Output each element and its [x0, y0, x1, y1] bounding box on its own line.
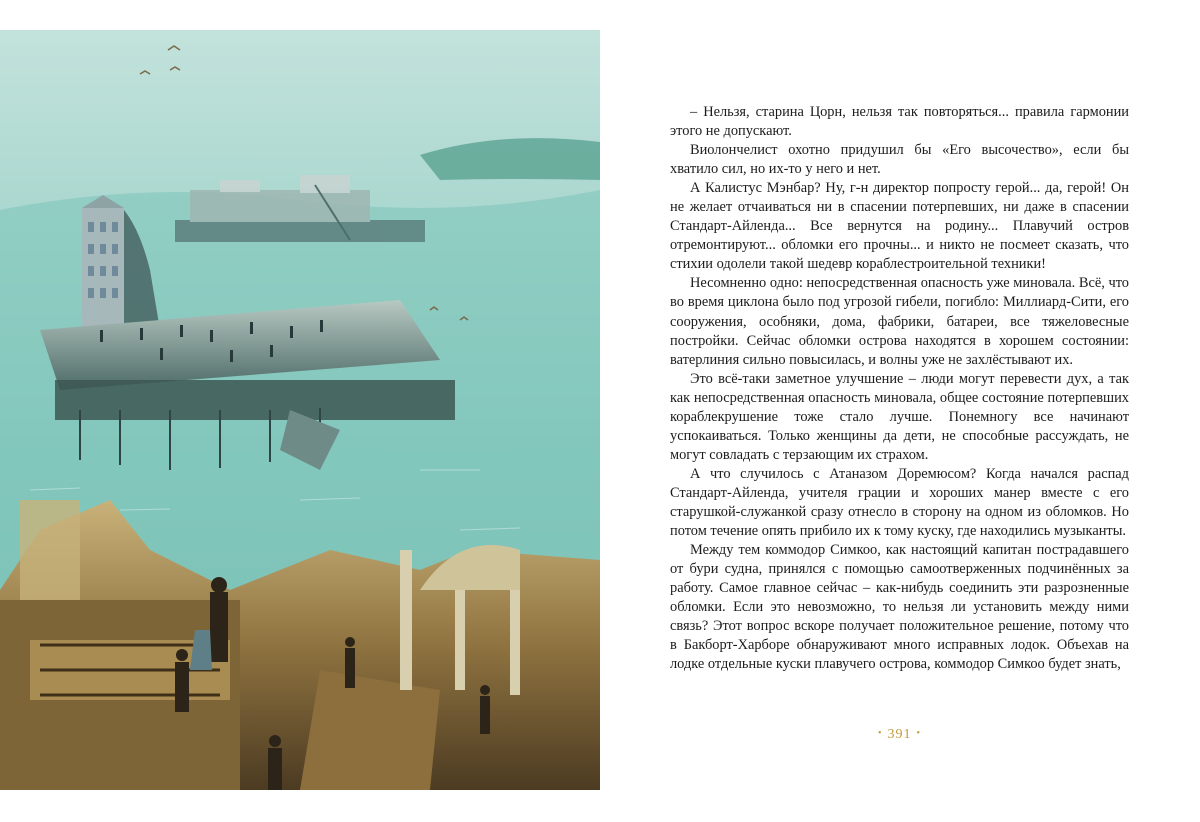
paragraph: Между тем коммодор Симкоо, как настоящий капитан пострадавшего от бури судна, принялся с помощью самоотверженных подчинённых за работу. Самое главное сейчас – как-нибудь соединить эти разрозненные обломки. Если это невозможно, то нельзя ли установить между ними связь? Этот вопрос вскоре получает положительное решение, потому что в Бакборт-Харборе обнаруживают много исправных лодок. Объехав на лодке отдельные куски плавучего острова, коммодор Симкоо будет знать,: [670, 542, 1129, 673]
paragraph: Несомненно одно: непосредственная опасность уже миновала. Всё, что во время циклона было под угрозой гибели, погибло: Миллиард-Сити, его сооружения, особняки, дома, фабрики, батареи, все тяжеловесные постройки. Сейчас обломки острова находятся в хорошем состоянии: ватерлиния сильно повысилась, и волны уже не захлёстывают их.: [670, 275, 1129, 368]
paragraph: Виолончелист охотно придушил бы «Его высочество», если бы хватило сил, но их-то у него и нет.: [670, 142, 1129, 178]
paragraph: А что случилось с Атаназом Доремюсом? Когда начался распад Стандарт-Айленда, учителя грации и хороших манер вместе с его старушкой-служанкой сразу отнесло в сторону на одном из обломков. Но потом течение опять прибило их к тому куску, где находились музыканты.: [670, 465, 1129, 540]
illustration-painting: [0, 30, 600, 790]
page-number: [670, 727, 1129, 743]
paragraph: Это всё-таки заметное улучшение – люди могут перевести дух, а так как непосредственная опасность миновала, общее состояние потерпевших кораблекрушение тоже стало лучше. Понемногу все начинают успокаиваться. Только женщины да дети, не способные рассуждать, не могут совладать с терзающим их страхом.: [670, 370, 1129, 463]
folio-dot-right: •: [916, 728, 922, 739]
page-number-value: 391: [887, 727, 912, 742]
paragraph: А Калистус Мэнбар? Ну, г-н директор попросту герой... да, герой! Он не желает отчаиваться ни в спасении потерпевших, ни даже в спасении Стандарт-Айленда... Все вернутся на родину... Плавучий остров отремонтируют... обломки его прочны... и никто не посмеет сказать, что стихии одолели такой шедевр кораблестроительной техники!: [670, 180, 1129, 273]
folio-dot-left: •: [877, 728, 883, 739]
illustration-shipwreck: [0, 30, 600, 790]
paragraph: – Нельзя, старина Цорн, нельзя так повторяться... правила гармонии этого не допускают.: [670, 104, 1129, 140]
text-page: [670, 103, 1129, 674]
